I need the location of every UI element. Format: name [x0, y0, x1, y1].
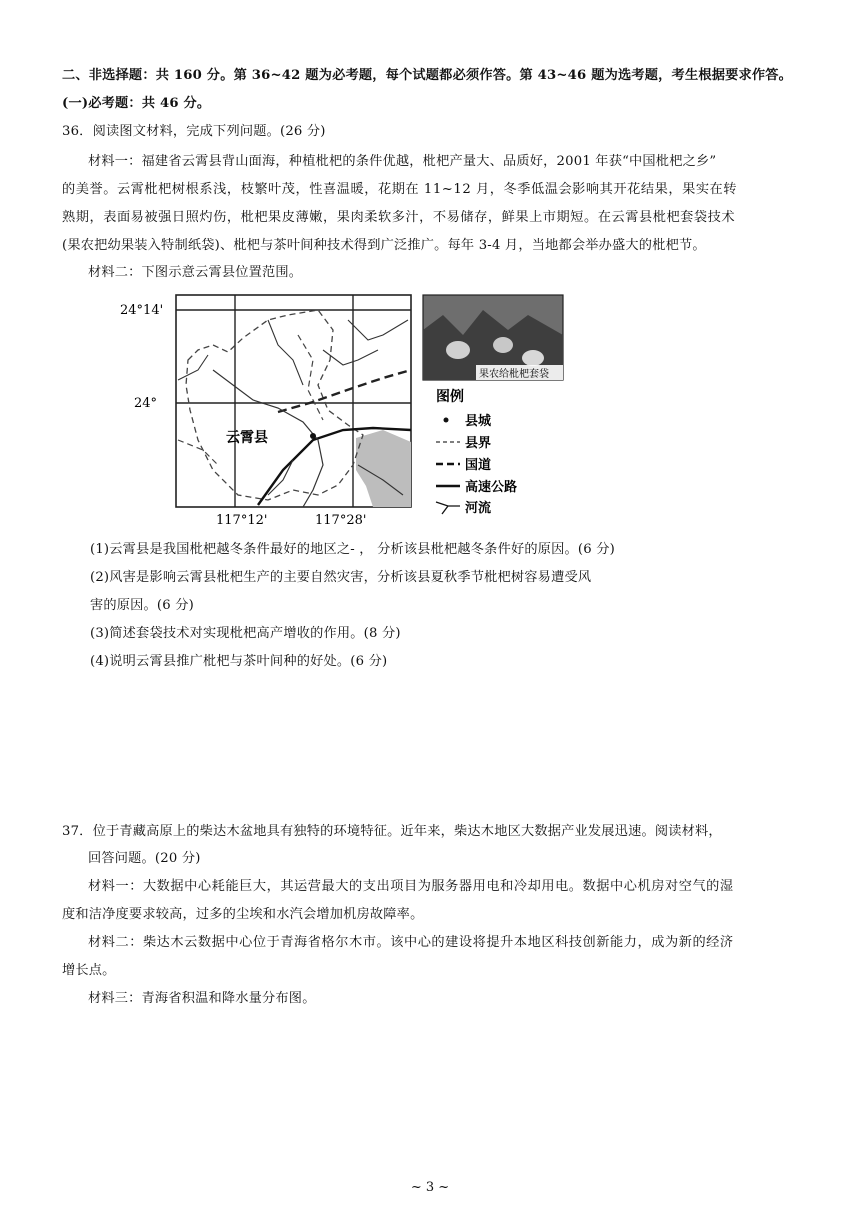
legend-river-symbol [436, 502, 460, 514]
yunxiao-location-map [118, 290, 568, 530]
q36-material1-line2: 的美誉。云霄枇杷树根系浅，枝繁叶茂，性喜温暖，花期在 11~12 月，冬季低温会影响其开花结果，果实在转 [62, 182, 738, 197]
county-seat-dot [310, 433, 316, 439]
q37-material1-line1: 材料一：大数据中心耗能巨大，其运营最大的支出项目为服务器用电和冷却用电。数据中心机房对空气的湿 [88, 879, 734, 894]
q36-sub1: (1)云霄县是我国枇杷越冬条件最好的地区之- ， 分析该县枇杷越冬条件好的原因。(6 分) [90, 542, 615, 557]
section-subtitle: (一)必考题：共 46 分。 [62, 96, 211, 111]
q37-material1-line2: 度和洁净度要求较高，过多的尘埃和水汽会增加机房故障率。 [62, 907, 424, 922]
q36-heading: 36．阅读图文材料，完成下列问题。(26 分) [62, 124, 326, 139]
q36-material2: 材料二：下图示意云霄县位置范围。 [88, 265, 303, 280]
q37-material3: 材料三：青海省积温和降水量分布图。 [88, 991, 316, 1006]
q37-material2-line1: 材料二：柴达木云数据中心位于青海省格尔木市。该中心的建设将提升本地区科技创新能力，成为新的经济 [88, 935, 734, 950]
legend-river: 河流 [465, 501, 492, 516]
legend-county-seat: 县城 [465, 414, 492, 429]
lon-right-label: 117°28' [315, 513, 367, 528]
legend-highway: 高速公路 [465, 480, 518, 495]
lon-left-label: 117°12' [216, 513, 268, 528]
photo-caption: 果农给枇杷套袋 [479, 369, 549, 380]
q36-sub3: (3)简述套袋技术对实现枇杷高产增收的作用。(8 分) [90, 626, 401, 641]
q37-heading-line2: 回答问题。(20 分) [88, 851, 201, 866]
legend-national-road: 国道 [465, 458, 492, 473]
q36-material1-line1: 材料一：福建省云霄县背山面海，种植枇杷的条件优越，枇杷产量大、品质好，2001 年获“中国枇杷之乡” [88, 154, 717, 169]
q36-sub2-cont: 害的原因。(6 分) [90, 598, 194, 613]
photo-bag-3 [522, 350, 544, 366]
q37-heading-line1: 37．位于青藏高原上的柴达木盆地具有独特的环境特征。近年来，柴达木地区大数据产业发展迅速。阅读材料， [62, 824, 722, 839]
q37-material2-line2: 增长点。 [62, 963, 116, 978]
legend-boundary: 县界 [465, 436, 492, 451]
lat-mid-label: 24° [134, 396, 158, 411]
q36-sub4: (4)说明云霄县推广枇杷与茶叶间种的好处。(6 分) [90, 654, 388, 669]
section-title: 二、非选择题：共 160 分。第 36~42 题为必考题，每个试题都必须作答。第 43~46 题为选考题，考生根据要求作答。 [62, 68, 793, 83]
q36-sub2: (2)风害是影响云霄县枇杷生产的主要自然灾害，分析该县夏秋季节枇杷树容易遭受风 [90, 570, 592, 585]
legend-title: 图例 [436, 389, 464, 405]
lat-top-label: 24°14' [120, 303, 164, 318]
q36-material1-line3: 熟期，表面易被强日照灼伤，枇杷果皮薄嫩，果肉柔软多汁，不易储存，鲜果上市期短。在云霄县枇杷套袋技术 [62, 210, 736, 225]
page-number: ~ 3 ~ [410, 1180, 450, 1195]
q36-material1-line4: (果农把幼果装入特制纸袋)、枇杷与茶叶间种技术得到广泛推广。每年 3-4 月，当地都会举办盛大的枇杷节。 [62, 238, 706, 253]
legend-county-seat-symbol [444, 418, 449, 423]
photo-bag-2 [493, 337, 513, 353]
photo-bag-1 [446, 341, 470, 359]
county-label: 云霄县 [226, 430, 268, 446]
